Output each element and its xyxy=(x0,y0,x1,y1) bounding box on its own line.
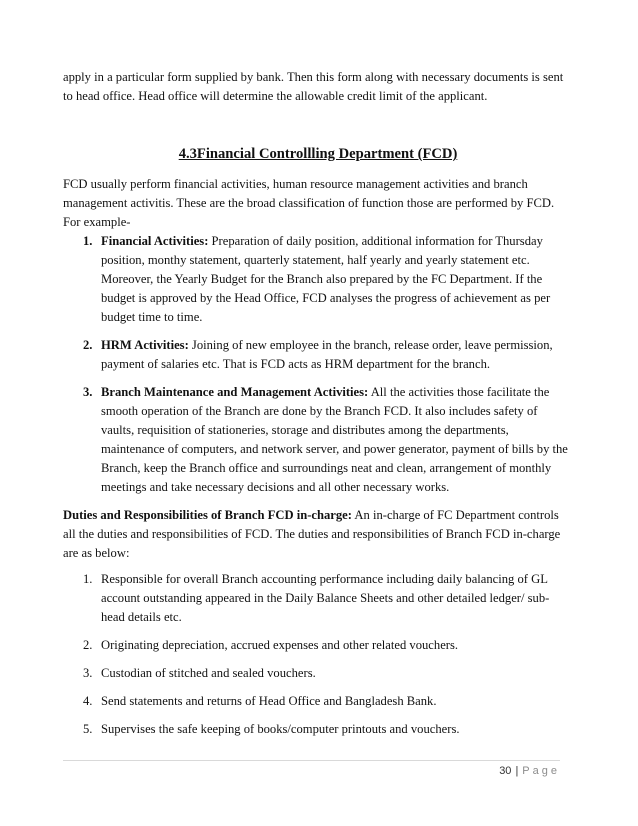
duties-title: Duties and Responsibilities of Branch FCD in-charge: xyxy=(63,508,352,522)
duties-paragraph xyxy=(63,506,573,563)
list-item xyxy=(63,720,573,739)
duty-text: Responsible for overall Branch accounting performance including daily balancing of GL account outstanding appeared in the Daily Balance Sheets and other detailed ledger/ sub-head details etc. xyxy=(101,572,550,624)
list-item xyxy=(63,383,573,497)
list-item xyxy=(63,636,573,655)
list-number: 2. xyxy=(83,638,93,652)
list-item xyxy=(63,692,573,711)
list-number: 3. xyxy=(83,666,93,680)
activities-list xyxy=(63,232,573,506)
footer-divider xyxy=(63,760,560,761)
activity-text: Preparation of daily position, additional information for Thursday position, monthy statement, quarterly statement, half yearly and yearly statement etc. Moreover, the Yearly Budget for the Branch also prepared by the FC Department. If the budget is approved by the Head Office, FCD analyses the progress of achievement as per budget time to time. xyxy=(101,234,551,324)
list-number: 1. xyxy=(83,572,93,586)
section-heading: 4.3Financial Controllling Department (FCD) xyxy=(178,146,458,162)
list-item xyxy=(63,232,573,327)
activity-text: All the activities those facilitate the smooth operation of the Branch are done by the Branch FCD. It also includes safety of vaults, requisition of stationeries, storage and distributes among the departments, maintenance of computers, and network server, and power generator, payment of bills by the Branch, keep the Branch office and surroundings neat and clean, arrangement of monthly meetings and take necessary decisions and all other necessary works. xyxy=(101,385,568,494)
intro-paragraph: apply in a particular form supplied by bank. Then this form along with necessary documents is sent to head office. Head office will determine the allowable credit limit of the applicant. xyxy=(63,70,564,103)
list-item xyxy=(63,336,573,374)
list-item xyxy=(63,570,573,627)
page-footer xyxy=(499,762,560,781)
list-number: 5. xyxy=(83,722,93,736)
fcd-description-paragraph: FCD usually perform financial activities, human resource management activities and branch management activitis. These are the broad classification of function those are performed by FCD. For example- xyxy=(63,177,555,229)
list-item xyxy=(63,664,573,683)
list-number: 4. xyxy=(83,694,93,708)
page-number: 30 xyxy=(499,765,512,777)
duty-text: Custodian of stitched and sealed vouchers. xyxy=(101,666,316,680)
footer-separator: | xyxy=(515,765,519,777)
list-number: 2. xyxy=(83,338,93,352)
list-number: 1. xyxy=(83,234,93,248)
duty-text: Originating depreciation, accrued expenses and other related vouchers. xyxy=(101,638,459,652)
activity-title: HRM Activities: xyxy=(101,338,189,352)
duties-list xyxy=(63,570,573,748)
duties-text: An in-charge of FC Department controls all the duties and responsibilities of FCD. The duties and responsibilities of Branch FCD in-charge are as below: xyxy=(63,508,561,560)
page-word: Page xyxy=(522,765,560,777)
activity-title: Financial Activities: xyxy=(101,234,209,248)
activity-title: Branch Maintenance and Management Activities: xyxy=(101,385,369,399)
activity-text: Joining of new employee in the branch, release order, leave permission, payment of salaries etc. That is FCD acts as HRM department for the branch. xyxy=(101,338,553,371)
duty-text: Supervises the safe keeping of books/computer printouts and vouchers. xyxy=(101,722,460,736)
duty-text: Send statements and returns of Head Office and Bangladesh Bank. xyxy=(101,694,437,708)
list-number: 3. xyxy=(83,385,93,399)
